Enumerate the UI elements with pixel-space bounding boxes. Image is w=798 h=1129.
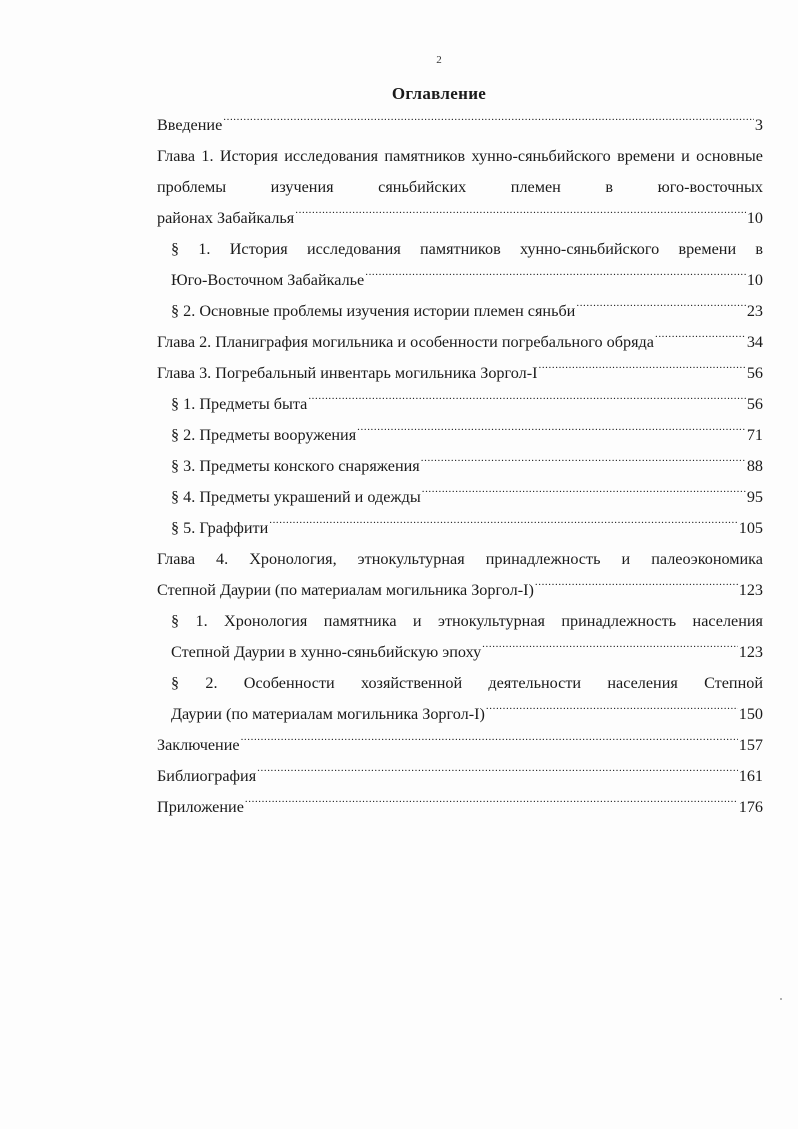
toc-entry[interactable] [157,389,763,420]
toc-entry-text: § 2. Особенности хозяйственной деятельности населения Степной [171,674,763,692]
toc-entry[interactable] [157,792,763,823]
toc-entry[interactable] [157,544,763,606]
toc-entry-label: § 3. Предметы конского снаряжения [171,457,420,475]
toc-entry-label: Введение [157,116,223,134]
toc-title: Оглавление [391,84,487,103]
toc-entry-text: Глава 1. История исследования памятников хунно-сяньбийского времени и основные проблемы изучения сяньбийских племен в юго-восточных [157,147,763,196]
page-number: 2 [436,54,442,66]
toc-entry-page: 23 [746,302,763,320]
table-of-contents [157,110,763,823]
dot-leader [365,269,746,285]
toc-entry[interactable] [157,761,763,792]
toc-entry-page: 161 [738,767,763,785]
toc-entry[interactable] [157,606,763,668]
dot-leader [257,765,738,781]
toc-entry-page: 176 [738,798,763,816]
toc-entry-page: 105 [738,519,763,537]
dot-leader [308,393,745,409]
toc-entry[interactable] [157,668,763,730]
toc-entry-page: 123 [738,581,763,599]
scan-speck [780,998,782,1000]
toc-entry[interactable] [157,482,763,513]
dot-leader [223,114,754,130]
toc-entry[interactable] [157,358,763,389]
toc-entry-page: 10 [746,209,763,227]
toc-entry-page: 157 [738,736,763,754]
toc-entry-label: Степной Даурии (по материалам могильника Зоргол-I) [157,581,534,599]
toc-entry-label: § 2. Предметы вооружения [171,426,357,444]
dot-leader [422,486,746,502]
toc-entry-label: Заключение [157,736,240,754]
toc-entry[interactable] [157,110,763,141]
toc-entry-label: § 5. Граффити [171,519,269,537]
toc-entry[interactable] [157,141,763,234]
dot-leader [538,362,745,378]
toc-entry-label: Даурии (по материалам могильника Зоргол-I) [171,705,485,723]
toc-entry-label: Юго-Восточном Забайкалье [171,271,365,289]
dot-leader [535,579,738,595]
toc-entry-text: Глава 4. Хронология, этнокультурная принадлежность и палеоэкономика [157,550,763,568]
toc-entry[interactable] [157,234,763,296]
toc-entry-page: 10 [746,271,763,289]
toc-entry-page: 3 [754,116,763,134]
toc-entry[interactable] [157,451,763,482]
toc-entry-page: 150 [738,705,763,723]
toc-entry-text: § 1. История исследования памятников хунно-сяньбийского времени в [171,240,763,258]
toc-entry-label: Приложение [157,798,244,816]
toc-entry-label: § 2. Основные проблемы изучения истории племен сяньби [171,302,576,320]
toc-entry-page: 56 [746,364,763,382]
toc-entry-page: 95 [746,488,763,506]
toc-entry-page: 123 [738,643,763,661]
dot-leader [357,424,746,440]
toc-entry-page: 56 [746,395,763,413]
dot-leader [486,703,738,719]
toc-entry-label: Глава 2. Планиграфия могильника и особенности погребального обряда [157,333,654,351]
toc-entry[interactable] [157,420,763,451]
toc-entry-page: 34 [746,333,763,351]
dot-leader [269,517,737,533]
toc-entry-label: Степной Даурии в хунно-сяньбийскую эпоху [171,643,482,661]
dot-leader [482,641,738,657]
dot-leader [245,796,738,812]
toc-entry[interactable] [157,730,763,761]
toc-entry-label: § 4. Предметы украшений и одежды [171,488,421,506]
toc-entry-page: 71 [746,426,763,444]
toc-entry[interactable] [157,513,763,544]
dot-leader [421,455,746,471]
toc-entry[interactable] [157,296,763,327]
toc-entry-page: 88 [746,457,763,475]
toc-entry-label: § 1. Предметы быта [171,395,308,413]
toc-entry-text: § 1. Хронология памятника и этнокультурная принадлежность населения [171,612,763,630]
dot-leader [295,207,746,223]
toc-entry-label: Глава 3. Погребальный инвентарь могильника Зоргол-I [157,364,538,382]
dot-leader [576,300,745,316]
dot-leader [241,734,738,750]
toc-entry[interactable] [157,327,763,358]
toc-entry-label: районах Забайкалья [157,209,295,227]
dot-leader [655,331,746,347]
toc-entry-label: Библиография [157,767,257,785]
